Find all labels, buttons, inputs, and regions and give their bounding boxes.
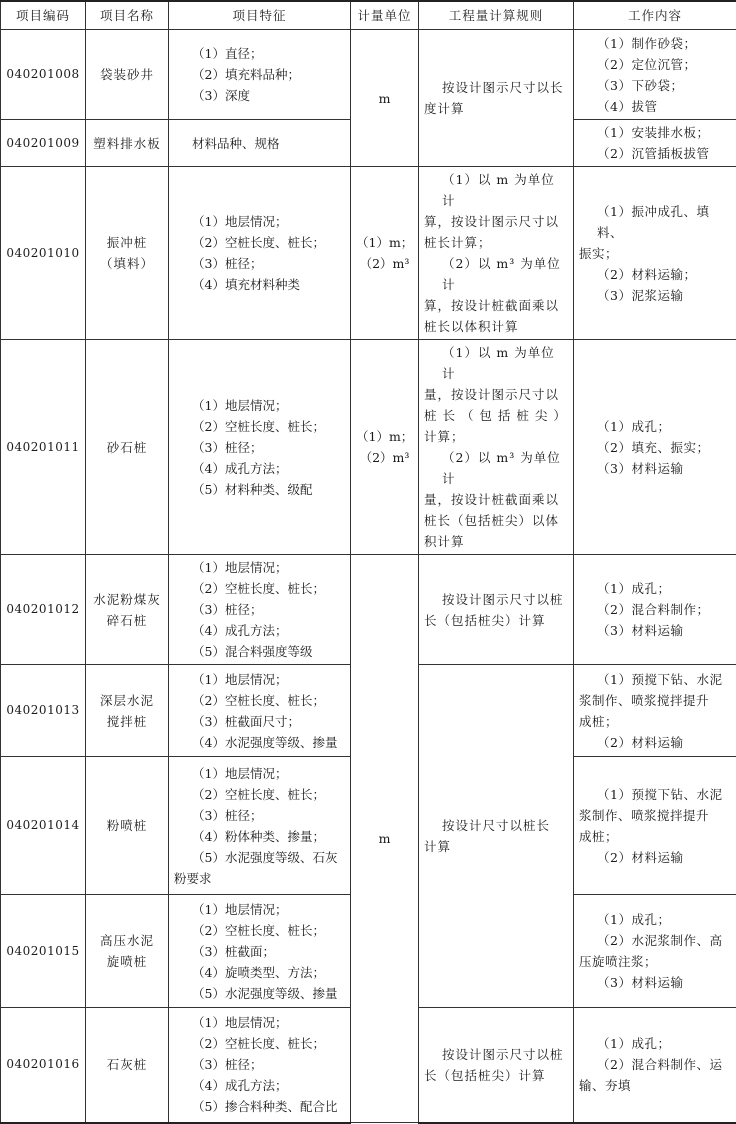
item-rule: 按设计尺寸以桩长 计算	[419, 665, 574, 1008]
item-work: （1）安装排水板； （2）沉管插板拔管	[574, 120, 736, 167]
item-features: （1）地层情况； （2）空桩长度、桩长； （3）桩径； （4）成孔方法； （5）混合料强度等级	[169, 555, 351, 665]
item-code: 040201016	[1, 1008, 86, 1123]
item-code: 040201012	[1, 555, 86, 665]
table-row	[1, 167, 736, 340]
table-row	[1, 340, 736, 555]
item-code: 040201010	[1, 167, 86, 340]
item-name: 石灰桩	[86, 1008, 169, 1123]
item-name: 水泥粉煤灰 碎石桩	[86, 555, 169, 665]
header-work: 工作内容	[574, 1, 736, 30]
item-code: 040201009	[1, 120, 86, 167]
item-work: （1）预搅下钻、水泥 浆制作、喷浆搅拌提升 成桩； （2）材料运输	[574, 665, 736, 757]
item-features: （1）地层情况； （2）空桩长度、桩长； （3）桩截面尺寸； （4）水泥强度等级、掺量	[169, 665, 351, 757]
item-work: （1）成孔； （2）混合料制作； （3）材料运输	[574, 555, 736, 665]
item-work: （1）成孔； （2）混合料制作、运 输、夯填	[574, 1008, 736, 1123]
item-name: 粉喷桩	[86, 757, 169, 895]
header-code: 项目编码	[1, 1, 86, 30]
header-feature: 项目特征	[169, 1, 351, 30]
item-features: （1）直径； （2）填充料品种； （3）深度	[169, 30, 351, 120]
item-work: （1）成孔； （2）水泥浆制作、高 压旋喷注浆； （3）材料运输	[574, 895, 736, 1008]
item-name: 砂石桩	[86, 340, 169, 555]
header-rule: 工程量计算规则	[419, 1, 574, 30]
item-features: （1）地层情况； （2）空桩长度、桩长； （3）桩径； （4）成孔方法； （5）材料种类、级配	[169, 340, 351, 555]
table-row	[1, 555, 736, 665]
header-unit: 计量单位	[351, 1, 419, 30]
item-unit: m	[351, 30, 419, 167]
item-features: （1）地层情况； （2）空桩长度、桩长； （3）桩径； （4）成孔方法； （5）掺合料种类、配合比	[169, 1008, 351, 1123]
item-code: 040201015	[1, 895, 86, 1008]
item-name: 深层水泥 搅拌桩	[86, 665, 169, 757]
item-work: （1）成孔； （2）填充、振实； （3）材料运输	[574, 340, 736, 555]
item-features: （1）地层情况； （2）空桩长度、桩长； （3）桩截面； （4）旋喷类型、方法； （5）水泥强度等级、掺量	[169, 895, 351, 1008]
item-rule: 按设计图示尺寸以长 度计算	[419, 30, 574, 167]
header-name: 项目名称	[86, 1, 169, 30]
item-features: （1）地层情况； （2）空桩长度、桩长； （3）桩径； （4）填充材料种类	[169, 167, 351, 340]
item-unit: （1）m； （2）m³	[351, 167, 419, 340]
header-row	[1, 1, 736, 30]
item-code: 040201011	[1, 340, 86, 555]
item-unit: （1）m； （2）m³	[351, 340, 419, 555]
item-code: 040201014	[1, 757, 86, 895]
item-rule: 按设计图示尺寸以桩 长（包括桩尖）计算	[419, 1008, 574, 1123]
item-code: 040201008	[1, 30, 86, 120]
item-name: 塑料排水板	[86, 120, 169, 167]
item-code: 040201013	[1, 665, 86, 757]
item-work: （1）预搅下钻、水泥 浆制作、喷浆搅拌提升 成桩； （2）材料运输	[574, 757, 736, 895]
item-unit: m	[351, 555, 419, 1123]
item-name: 振冲桩 （填料）	[86, 167, 169, 340]
item-work: （1）制作砂袋； （2）定位沉管； （3）下砂袋； （4）拔管	[574, 30, 736, 120]
item-name: 袋装砂井	[86, 30, 169, 120]
item-rule: （1）以 m 为单位计 算，按设计图示尺寸以 桩长计算； （2）以 m³ 为单位计 算，按设计桩截面乘以 桩长以体积计算	[419, 167, 574, 340]
item-features: （1）地层情况； （2）空桩长度、桩长； （3）桩径； （4）粉体种类、掺量； （5）水泥强度等级、石灰 粉要求	[169, 757, 351, 895]
item-work: （1）振冲成孔、填料、 振实； （2）材料运输； （3）泥浆运输	[574, 167, 736, 340]
item-name: 高压水泥 旋喷桩	[86, 895, 169, 1008]
item-features: 材料品种、规格	[169, 120, 351, 167]
item-rule: （1）以 m 为单位计 量，按设计图示尺寸以 桩 长 （ 包 括 桩 尖 ） 计算； （2）以 m³ 为单位计 量，按设计桩截面乘以 桩长（包括桩尖）以体 积计算	[419, 340, 574, 555]
item-rule: 按设计图示尺寸以桩 长（包括桩尖）计算	[419, 555, 574, 665]
table-row	[1, 30, 736, 120]
